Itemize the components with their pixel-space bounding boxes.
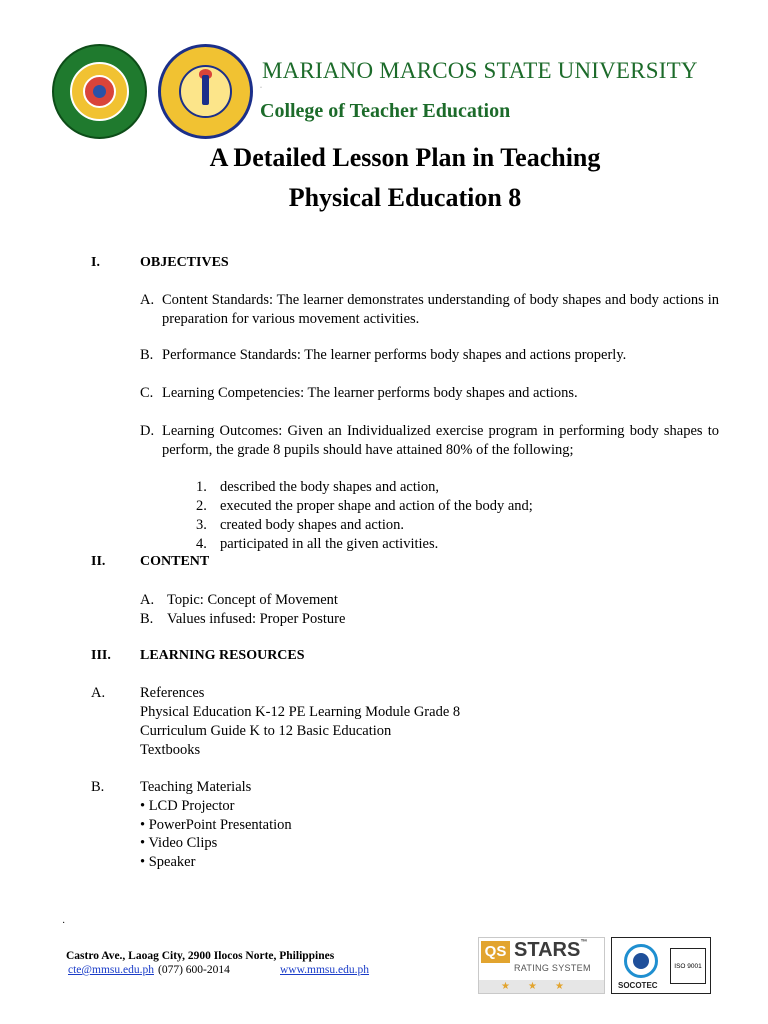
outcome-number-3: 3. [196, 517, 207, 533]
objective-text-c: Learning Competencies: The learner performs body shapes and actions. [162, 385, 578, 401]
section-heading-resources: LEARNING RESOURCES [140, 648, 305, 663]
document-title-line-1: A Detailed Lesson Plan in Teaching [209, 143, 601, 172]
objective-letter-d: D. [140, 423, 155, 439]
separator-dot: · [260, 85, 262, 91]
content-values: Values infused: Proper Posture [167, 611, 346, 627]
material-item: • Video Clips [140, 835, 218, 851]
material-item: • Speaker [140, 854, 196, 870]
reference-item: Physical Education K-12 PE Learning Module Grade 8 [140, 704, 461, 720]
qs-stars-wordmark: STARS™ [514, 939, 588, 961]
section-number-content: II. [91, 554, 106, 569]
document-title-line-2: Physical Education 8 [288, 183, 522, 212]
content-letter-b: B. [140, 611, 154, 627]
university-name: MARIANO MARCOS STATE UNIVERSITY [262, 58, 698, 83]
outcome-text-4: participated in all the given activities. [220, 536, 439, 552]
outcome-number-2: 2. [196, 498, 207, 514]
objective-letter-c: C. [140, 385, 154, 401]
section-heading-objectives: OBJECTIVES [140, 255, 229, 270]
objective-letter-b: B. [140, 347, 154, 363]
outcome-text-1: described the body shapes and action, [220, 479, 440, 495]
socotec-logo-icon [624, 944, 658, 978]
section-heading-content: CONTENT [140, 554, 210, 569]
iso-9001-label: ISO 9001 [670, 948, 706, 984]
college-name: College of Teacher Education [260, 100, 511, 122]
references-label: References [140, 685, 205, 701]
footer-email-link[interactable]: cte@mmsu.edu.ph [68, 964, 154, 976]
reference-item: Curriculum Guide K to 12 Basic Education [140, 723, 392, 739]
qs-stars-badge [478, 937, 605, 994]
socotec-name: SOCOTEC [618, 981, 658, 990]
footer-phone: (077) 600-2014 [158, 964, 230, 976]
outcome-number-4: 4. [196, 536, 207, 552]
material-item: • LCD Projector [140, 798, 235, 814]
content-letter-a: A. [140, 592, 155, 608]
section-number-resources: III. [91, 648, 111, 663]
socotec-iso-badge [611, 937, 711, 994]
outcome-text-2: executed the proper shape and action of the body and; [220, 498, 533, 514]
materials-label: Teaching Materials [140, 779, 252, 795]
objective-text-a: Content Standards: The learner demonstrates understanding of body shapes and body actions in preparation for various movement activities. [162, 292, 719, 327]
materials-letter: B. [91, 779, 105, 795]
qs-rating-label: RATING SYSTEM [514, 963, 591, 973]
objective-text-d: Learning Outcomes: Given an Individualized exercise program in performing body shapes to perform, the grade 8 pupils should have attained 80% of the following; [162, 423, 719, 458]
content-topic: Topic: Concept of Movement [167, 592, 338, 608]
material-item: • PowerPoint Presentation [140, 817, 292, 833]
reference-item: Textbooks [140, 742, 201, 758]
objective-text-b: Performance Standards: The learner performs body shapes and actions properly. [162, 347, 627, 363]
qs-star-row-icon: ★★★ [479, 980, 604, 993]
footer-dot: · [62, 918, 66, 929]
objective-letter-a: A. [140, 292, 155, 308]
footer-address: Castro Ave., Laoag City, 2900 Ilocos Norte, Philippines [66, 950, 335, 962]
cte-seal-icon [158, 44, 253, 139]
outcome-number-1: 1. [196, 479, 207, 495]
qs-logo-icon: QS [481, 941, 510, 963]
outcome-text-3: created body shapes and action. [220, 517, 404, 533]
references-letter: A. [91, 685, 106, 701]
footer-website-link[interactable]: www.mmsu.edu.ph [280, 964, 370, 976]
section-number-objectives: I. [91, 255, 100, 270]
mmsu-seal-icon [52, 44, 147, 139]
